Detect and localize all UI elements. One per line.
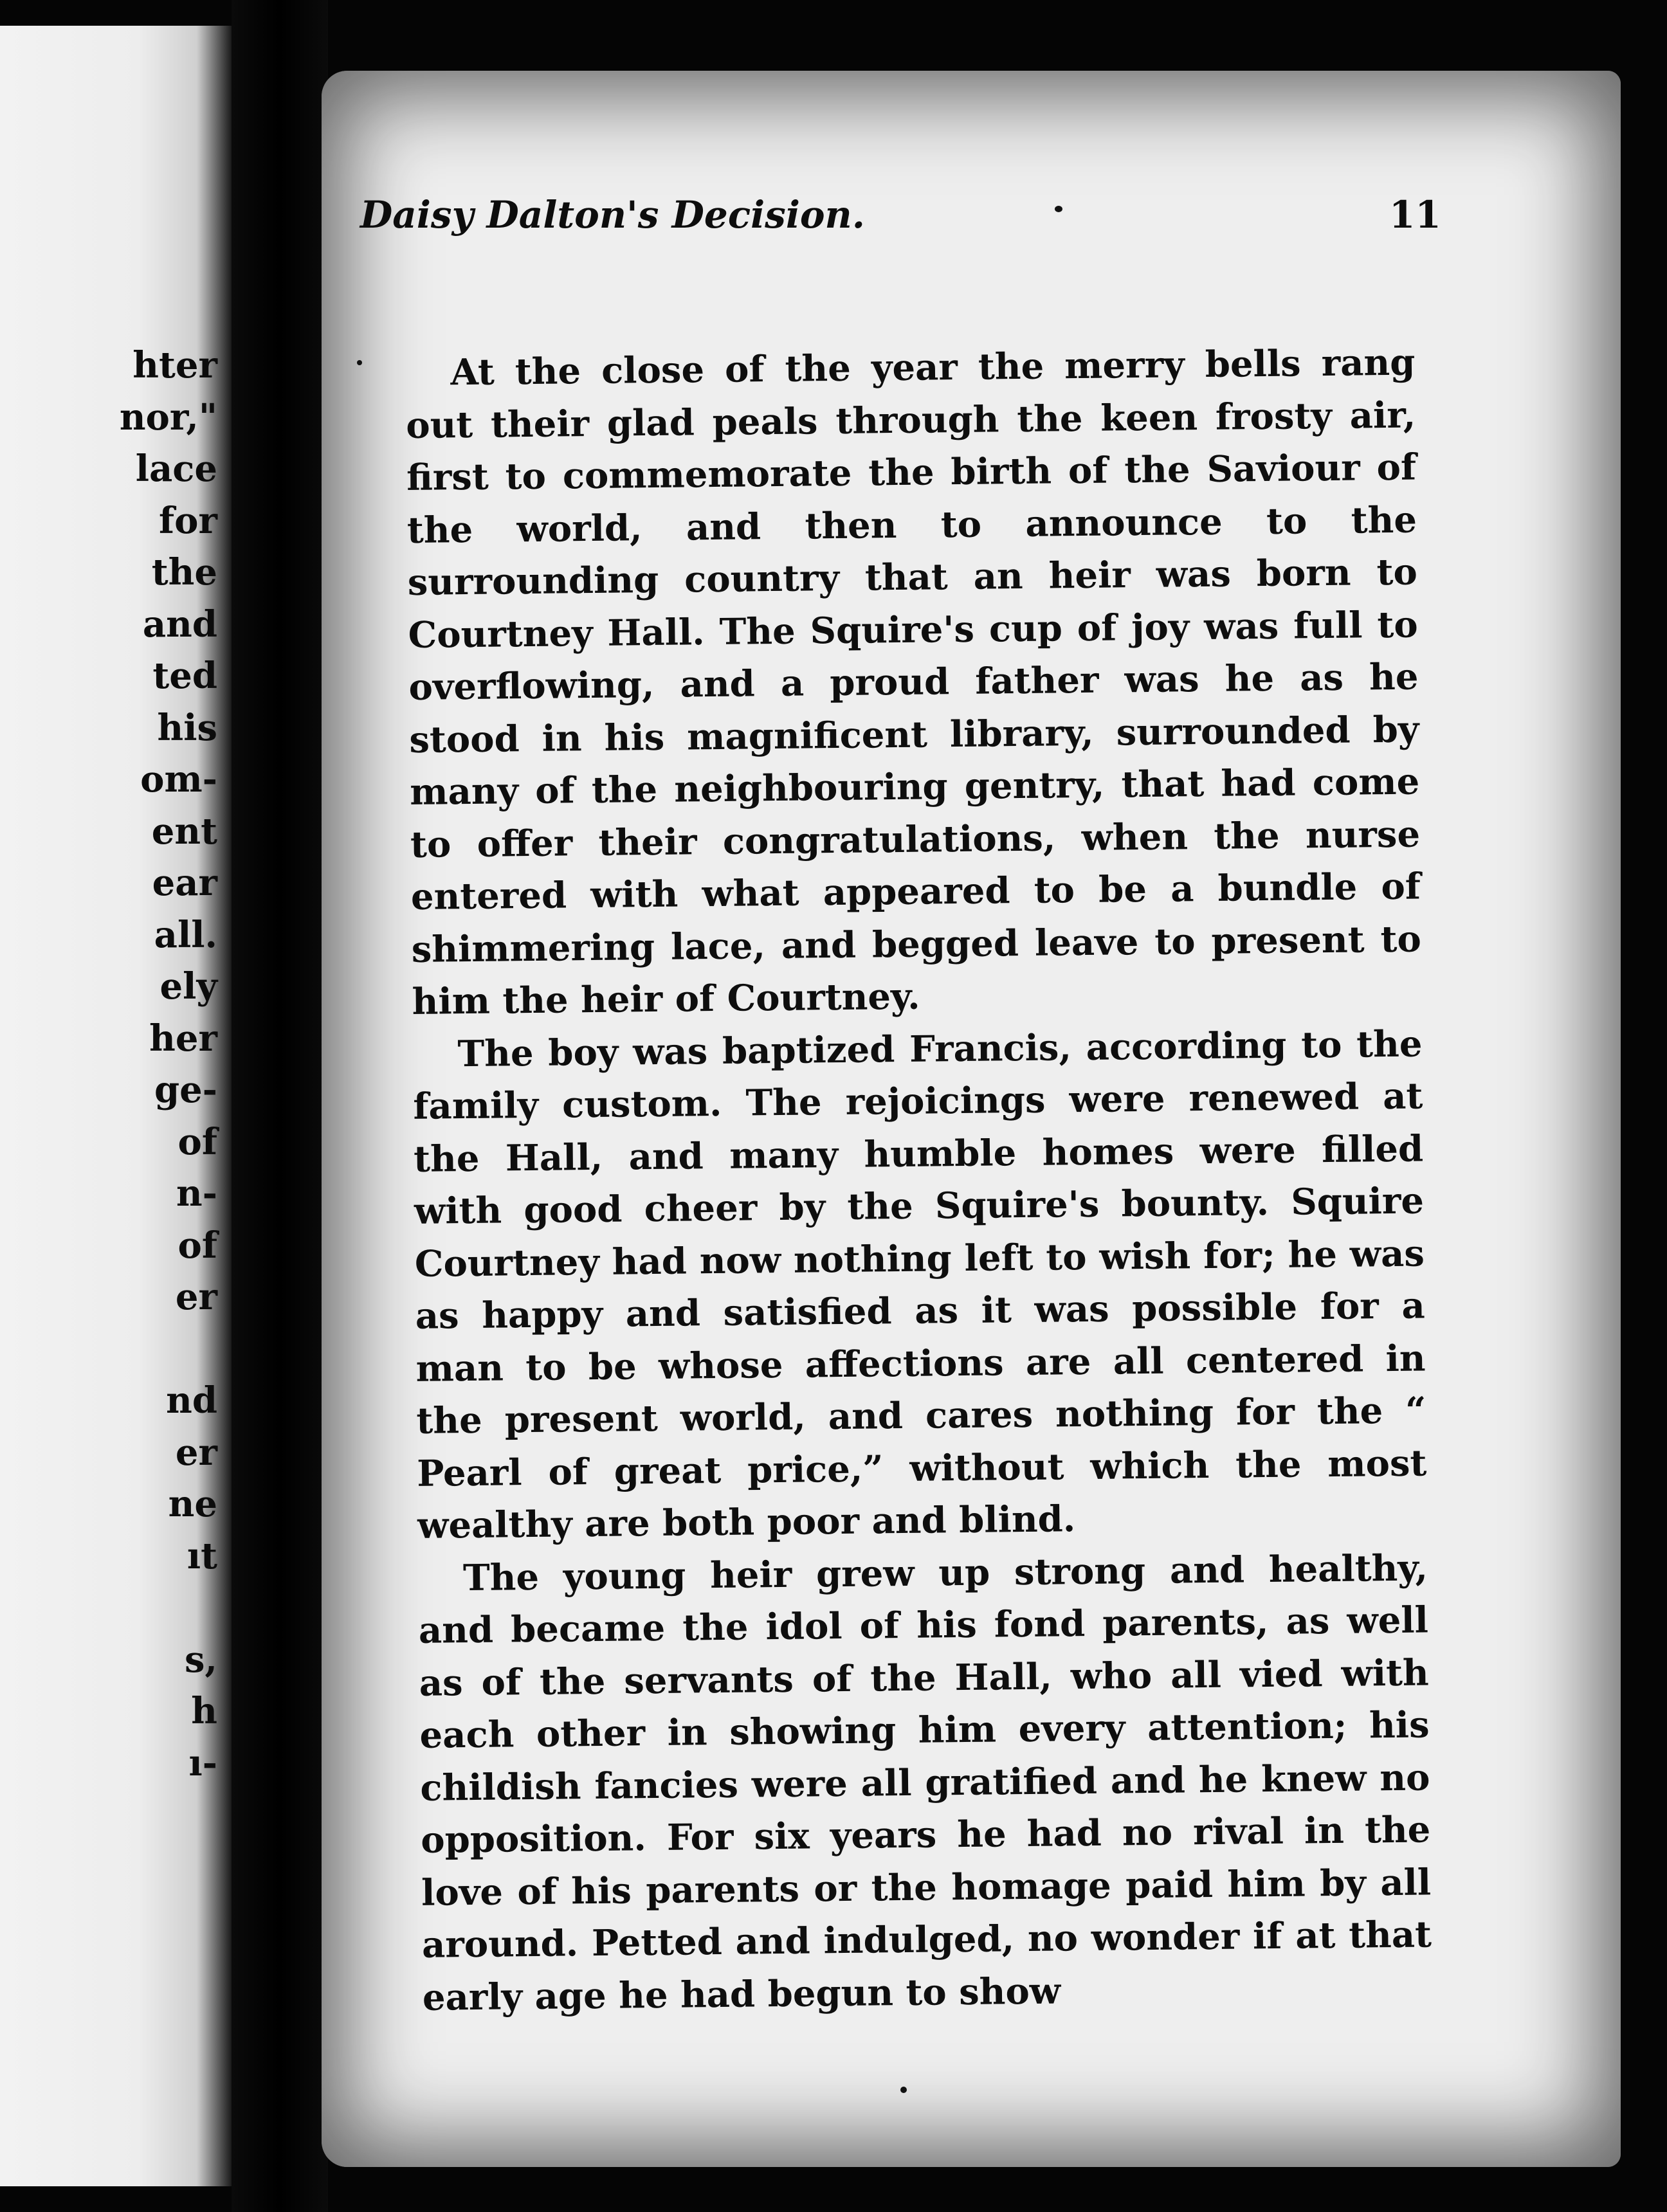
left-page-line-fragment: hter	[132, 344, 217, 386]
left-page-line-fragment: ne	[168, 1483, 217, 1525]
left-page-line-fragment: for	[159, 499, 217, 542]
left-page-line-fragment: ıt	[187, 1534, 217, 1577]
left-page-line-fragment: of	[178, 1120, 217, 1163]
scan-speck	[357, 360, 362, 365]
left-page-line-fragment: ent	[151, 810, 217, 853]
left-page-line-fragment: nor,"	[119, 395, 217, 439]
paragraph-1: At the close of the year the merry bells rang out their glad peals through the keen frosty air, first to commemorate the birth of the Saviour of the world, and then to announce to the surrounding country that an heir was born to Courtney Hall. The Squire's cup of joy was full to overflowing, and a proud father was he as he stood in his magnificent library, surrounded by many of the neighbouring gentry, that had come to offer their congratulations, when the nurse entered with what appeared to be a bundle of shimmering lace, and begged leave to present to him the heir of Courtney.	[405, 341, 1422, 1023]
left-page-line-fragment: all.	[154, 913, 217, 956]
left-page-line-fragment: om-	[140, 758, 217, 801]
left-page-line-fragment: ear	[152, 862, 217, 904]
left-page-line-fragment: of	[178, 1224, 217, 1267]
left-page-line-fragment: h	[191, 1690, 217, 1732]
book-gutter	[232, 0, 328, 2212]
scan-speck	[1055, 206, 1062, 212]
left-page-line-fragment: s,	[184, 1638, 217, 1681]
page-number: 11	[1389, 193, 1441, 237]
left-page-line-fragment: er	[175, 1276, 217, 1318]
scan-speck	[900, 2087, 907, 2093]
body-text	[405, 337, 1432, 2024]
left-page-line-fragment: the	[151, 551, 217, 594]
left-page-line-fragment: n-	[176, 1172, 217, 1215]
left-page-line-fragment: ge-	[154, 1069, 217, 1111]
left-page-line-fragment: er	[175, 1431, 217, 1474]
running-title: Daisy Dalton's Decision.	[360, 193, 865, 237]
left-page-line-fragment: nd	[166, 1379, 217, 1422]
left-facing-page	[0, 26, 232, 2186]
left-page-line-fragment: ted	[152, 655, 217, 697]
left-page-line-fragment: ı-	[188, 1741, 217, 1784]
left-page-line-fragment: her	[149, 1017, 217, 1060]
page-header	[360, 193, 1441, 244]
left-page-line-fragment: his	[157, 706, 217, 749]
left-page-line-fragment: ely	[159, 965, 217, 1008]
left-page-line-fragment: and	[142, 603, 217, 646]
left-page-line-fragment: lace	[135, 448, 217, 490]
paragraph-3: The young heir grew up strong and healthy, and became the idol of his fond parents, as well as of the servants of the Hall, who all vied with each other in showing him every attention; his childish fancies were all gratified and he knew no opposition. For six years he had no rival in the love of his parents or the homage paid him by all around. Petted and indulged, no wonder if at that early age he had begun to show	[418, 1546, 1432, 2019]
paragraph-2: The boy was baptized Francis, according to the family custom. The rejoicings were renewed at the Hall, and many humble homes were filled with good cheer by the Squire's bounty. Squire Courtney had now nothing left to wish for; he was as happy and satisfied as it was possible for a man to be whose affections are all centered in the present world, and cares nothing for the “ Pearl of great price,” without which the most wealthy are both poor and blind.	[413, 1022, 1427, 1547]
